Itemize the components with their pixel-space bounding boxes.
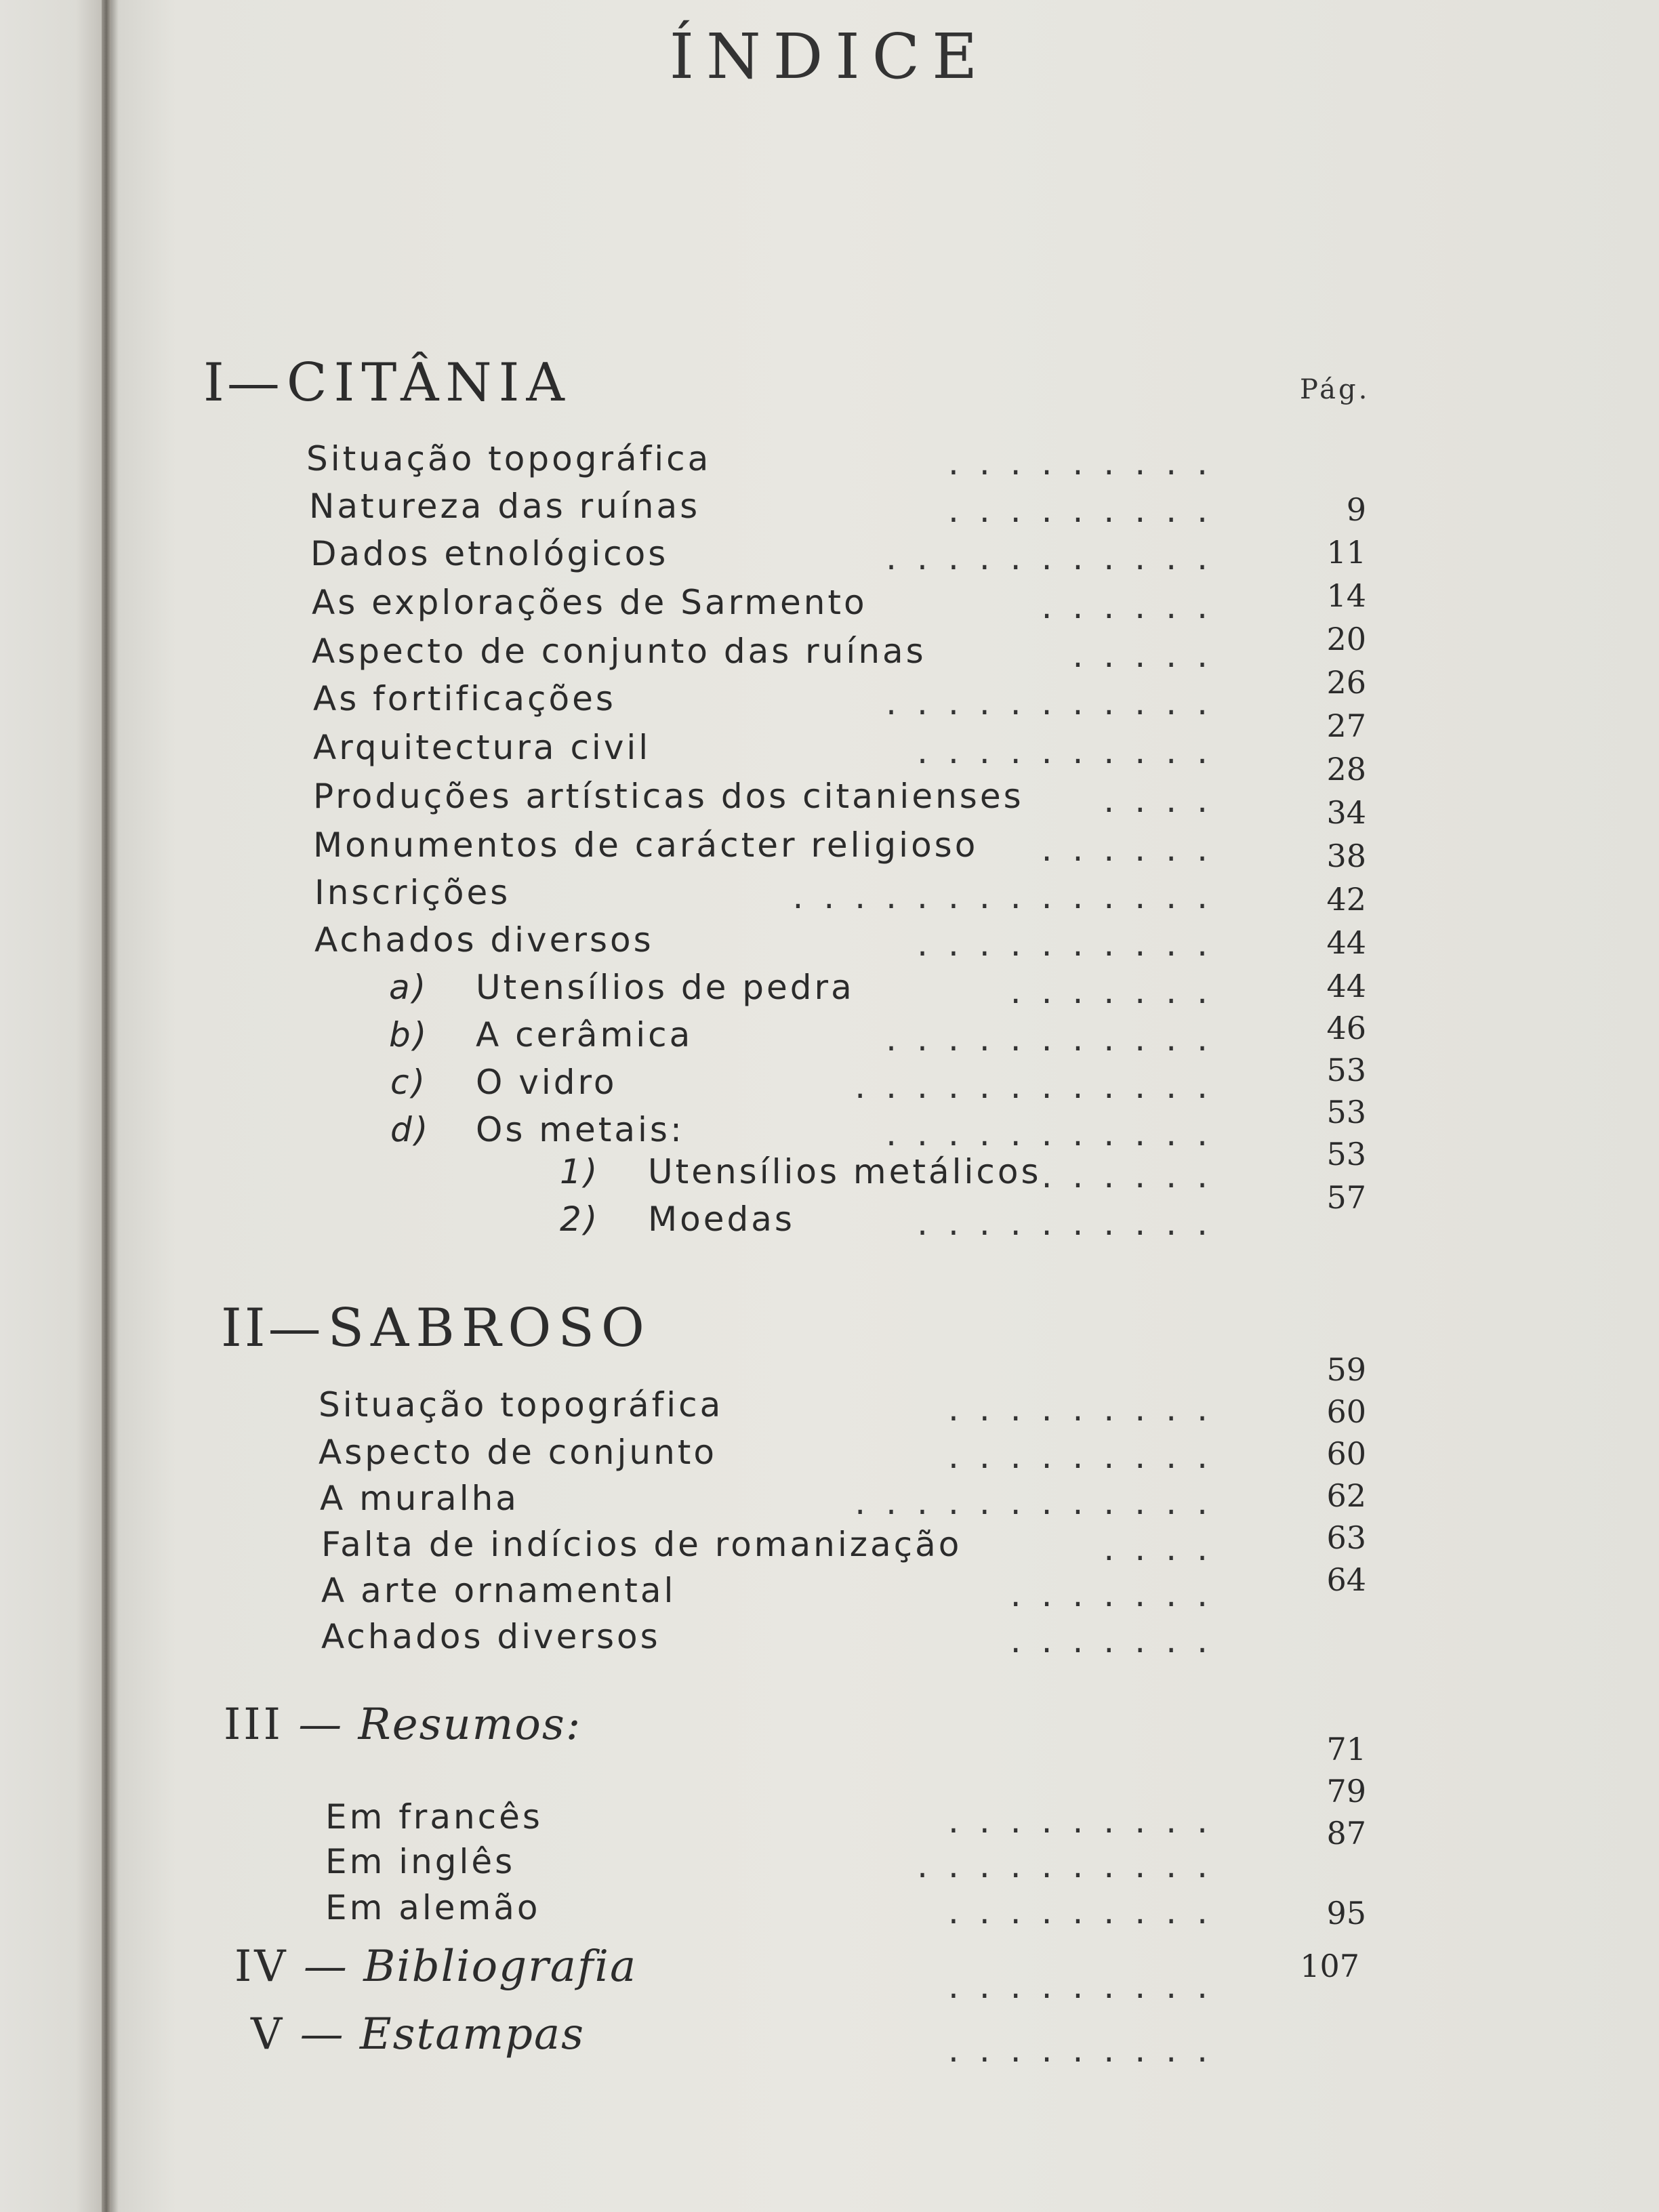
page-number: 107 [1300,1948,1359,1984]
toc-entry: As fortificações ........... [313,679,1228,722]
toc-entry: Achados diversos .......... [314,920,1228,964]
toc-entry: 2) Moedas .......... [560,1200,1228,1243]
page-number: 9 [1346,491,1366,528]
page-number: 28 [1326,751,1366,787]
page-number: 87 [1326,1815,1366,1851]
toc-entry: d) Os metais: ........... [390,1110,1228,1153]
page-number: 14 [1326,577,1366,614]
toc-entry: b) A cerâmica ........... [389,1015,1228,1059]
page-number: 60 [1326,1435,1366,1472]
section-heading: V — Estampas [251,2009,585,2060]
page-number: 46 [1326,1010,1366,1046]
page-column-header: Pág. [1300,374,1370,405]
page-number: 42 [1326,881,1366,918]
book-gutter [102,0,111,2212]
page-number: 95 [1326,1895,1366,1931]
toc-entry: Situação topográfica ......... [306,439,1228,483]
page-number: 20 [1326,621,1366,657]
toc-leader: ......... [947,1967,1228,2006]
page-number: 60 [1326,1393,1366,1430]
page-number: 59 [1326,1351,1366,1388]
toc-entry: Monumentos de carácter religioso ...... [313,825,1228,869]
toc-entry: Falta de indícios de romanização .... [321,1525,1228,1568]
page-number: 26 [1326,664,1366,701]
page-number: 63 [1326,1519,1366,1556]
section-heading: II—SABROSO [221,1298,651,1359]
page-number: 44 [1326,924,1366,961]
page-number: 53 [1326,1094,1366,1130]
toc-entry: Em alemão ......... [325,1888,1228,1931]
facing-page-edge [0,0,108,2212]
toc-entry: Natureza das ruínas ......... [309,487,1228,530]
toc-leader: ......... [947,2030,1228,2070]
toc-entry: A arte ornamental ....... [321,1571,1228,1614]
toc-entry: Em inglês .......... [325,1842,1228,1885]
page-number: 64 [1326,1561,1366,1598]
page-title: ÍNDICE [669,20,990,93]
toc-entry: c) O vidro ............ [390,1063,1228,1106]
toc-entry: 1) Utensílios metálicos ...... [560,1152,1228,1195]
section-heading: IV — Bibliografia [234,1942,638,1992]
page-number: 11 [1326,534,1366,571]
toc-entry: Em francês ......... [325,1797,1228,1841]
page-number: 44 [1326,968,1366,1004]
toc-entry: Arquitectura civil .......... [313,728,1228,771]
toc-entry: Achados diversos ....... [321,1617,1228,1660]
toc-entry: Situação topográfica ......... [319,1385,1228,1429]
toc-entry: A muralha ............ [320,1479,1228,1522]
page-number: 27 [1326,708,1366,744]
toc-entry: Inscrições .............. [314,873,1228,916]
page-number: 34 [1326,794,1366,831]
toc-entry: Aspecto de conjunto ......... [319,1433,1228,1476]
toc-entry: Produções artísticas dos citanienses .... [313,777,1228,820]
toc-entry: Dados etnológicos ........... [310,534,1228,577]
page-number: 57 [1326,1179,1366,1216]
page-number: 62 [1326,1477,1366,1514]
page-number: 79 [1326,1773,1366,1809]
section-heading: III — Resumos: [224,1700,582,1750]
page-number: 38 [1326,838,1366,874]
toc-entry: As explorações de Sarmento ...... [312,583,1228,626]
page-number: 53 [1326,1136,1366,1172]
toc-entry: a) Utensílios de pedra ....... [389,968,1228,1011]
toc-entry: Aspecto de conjunto das ruínas ..... [312,632,1228,675]
page-number: 71 [1326,1731,1366,1767]
section-heading: I—CITÂNIA [203,352,571,413]
page-number: 53 [1326,1052,1366,1088]
